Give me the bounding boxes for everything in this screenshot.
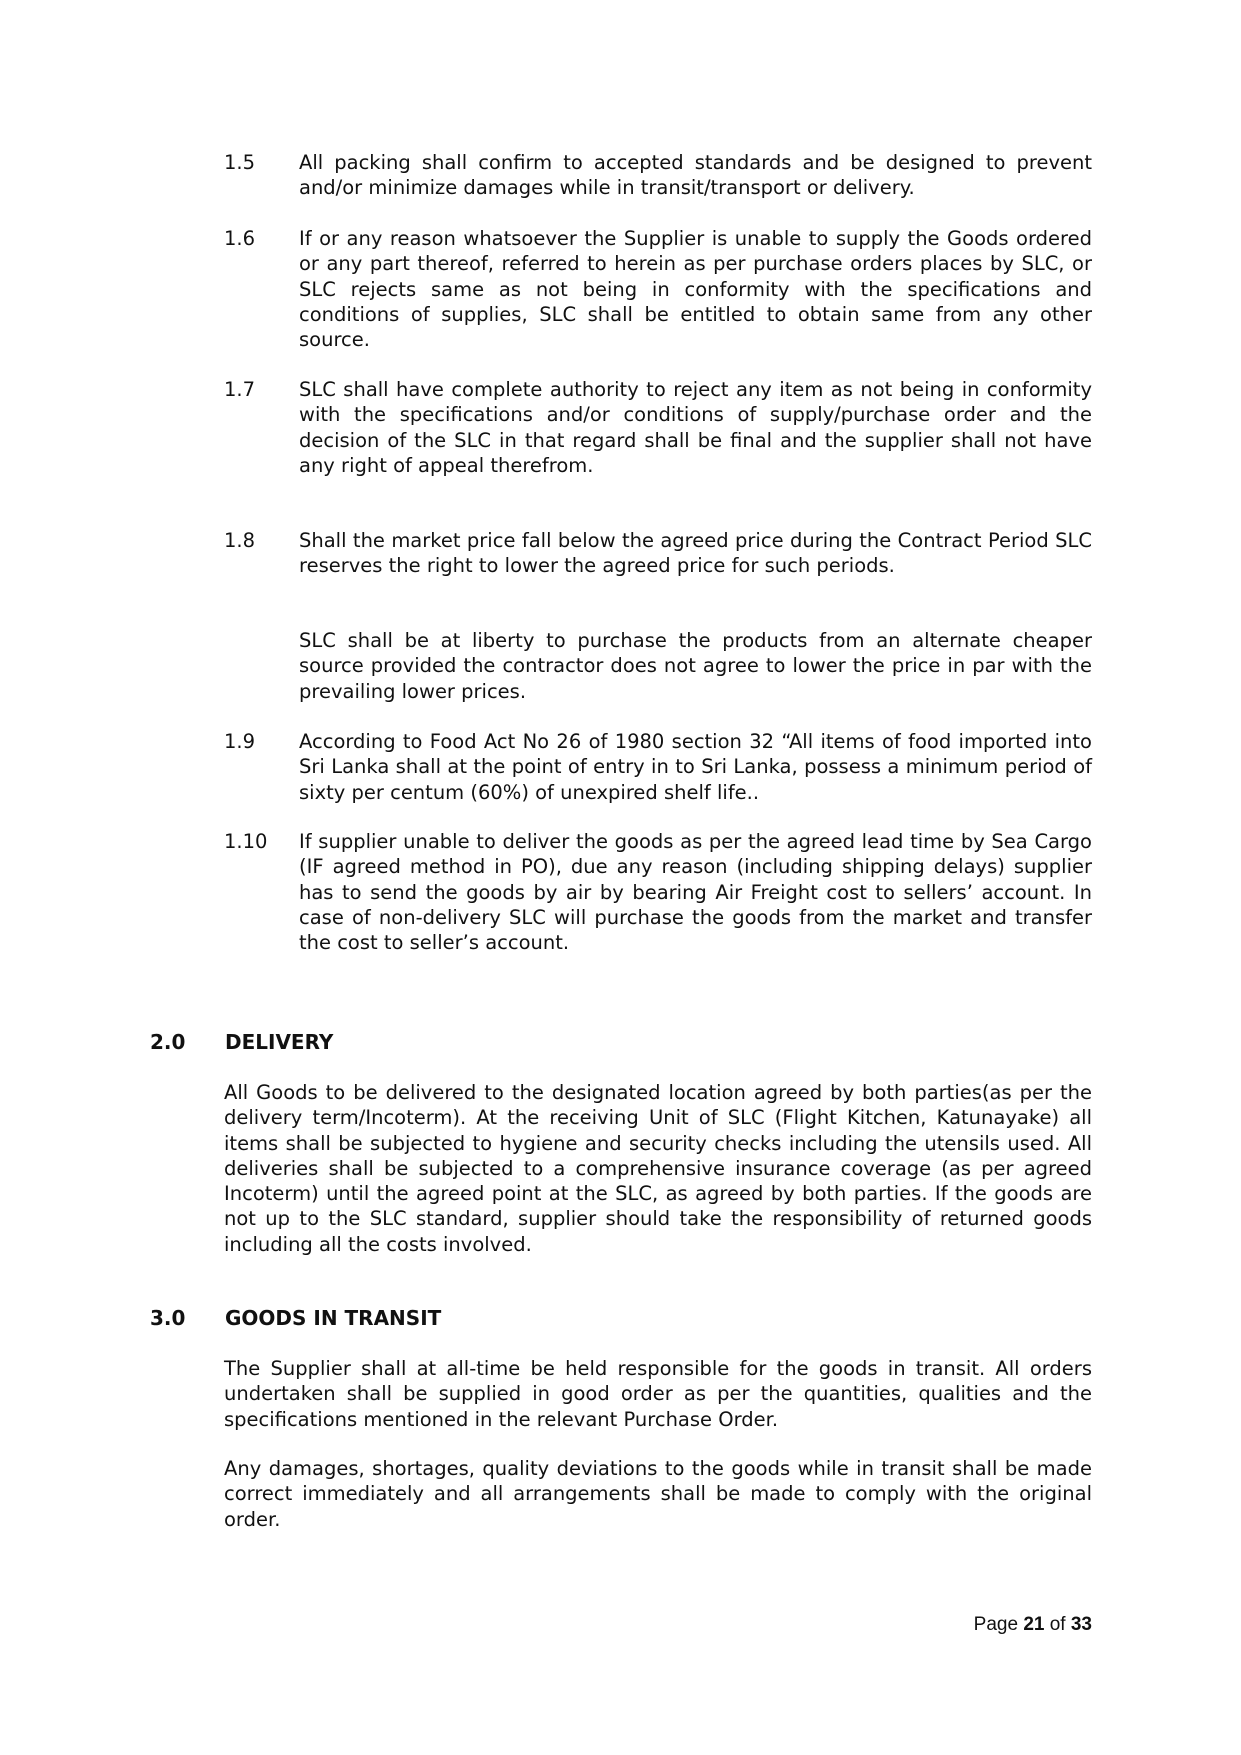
clause-text: All packing shall confirm to accepted standards and be designed to prevent and/or minimize damages while in transit/transport or delivery. [299,151,1092,200]
section-title: DELIVERY [225,1030,334,1054]
clause-1-7 [224,377,1092,478]
clause-text: SLC shall have complete authority to reject any item as not being in conformity with the specifications and/or conditions of supply/purchase order and the decision of the SLC in that regard shall be final and the supplier shall not have any right of appeal therefrom. [299,378,1092,477]
clause-number: 1.8 [224,529,256,552]
clause-text: According to Food Act No 26 of 1980 section 32 “All items of food imported into Sri Lanka shall at the point of entry in to Sri Lanka, possess a minimum period of sixty per centum (60%) of unexpired shelf life.. [299,730,1092,804]
clause-1-9 [224,729,1092,805]
clause-number: 1.5 [224,151,256,174]
paragraph-text: All Goods to be delivered to the designated location agreed by both parties(as per the delivery term/Incoterm). At the receiving Unit of SLC (Flight Kitchen, Katunayake) all items shall be subjected to hygiene and security checks including the utensils used. All deliveries shall be subjected to a comprehensive insurance coverage (as per agreed Incoterm) until the agreed point at the SLC, as agreed by both parties. If the goods are not up to the SLC standard, supplier should take the responsibility of returned goods including all the costs involved. [224,1081,1092,1256]
clause-text: Shall the market price fall below the agreed price during the Contract Period SLC reserves the right to lower the agreed price for such periods. [299,529,1092,578]
page-prefix: Page [973,1614,1024,1635]
goods-in-transit-paragraph-2 [224,1456,1092,1532]
delivery-paragraph [224,1080,1092,1257]
clause-1-6 [224,226,1092,352]
section-heading-delivery [150,1030,1092,1056]
page-of: of [1044,1614,1071,1635]
clause-number: 1.9 [224,730,256,753]
clause-1-10 [224,829,1092,955]
page-number-footer [900,1613,1092,1637]
clause-number: 1.7 [224,378,256,401]
page-current: 21 [1023,1614,1045,1635]
page-total: 33 [1070,1614,1092,1635]
paragraph-text: The Supplier shall at all-time be held responsible for the goods in transit. All orders undertaken shall be supplied in good order as per the quantities, qualities and the specifications mentioned in the relevant Purchase Order. [224,1357,1092,1431]
paragraph-text: Any damages, shortages, quality deviations to the goods while in transit shall be made correct immediately and all arrangements shall be made to comply with the original order. [224,1457,1092,1531]
clause-text: SLC shall be at liberty to purchase the products from an alternate cheaper source provided the contractor does not agree to lower the price in par with the prevailing lower prices. [299,629,1092,703]
clause-1-8-continuation [224,628,1092,704]
goods-in-transit-paragraph-1 [224,1356,1092,1432]
section-number: 2.0 [150,1030,186,1054]
clause-text: If or any reason whatsoever the Supplier is unable to supply the Goods ordered or any part thereof, referred to herein as per purchase orders places by SLC, or SLC rejects same as not being in conformity with the specifications and conditions of supplies, SLC shall be entitled to obtain same from any other source. [299,227,1092,352]
section-number: 3.0 [150,1306,186,1330]
clause-number: 1.10 [224,830,268,853]
section-title: GOODS IN TRANSIT [225,1306,442,1330]
clause-1-5 [224,150,1092,201]
clause-1-8 [224,528,1092,579]
section-heading-goods-in-transit [150,1306,1092,1332]
clause-number: 1.6 [224,227,256,250]
clause-text: If supplier unable to deliver the goods as per the agreed lead time by Sea Cargo (IF agreed method in PO), due any reason (including shipping delays) supplier has to send the goods by air by bearing Air Freight cost to sellers’ account. In case of non-delivery SLC will purchase the goods from the market and transfer the cost to seller’s account. [299,830,1092,955]
